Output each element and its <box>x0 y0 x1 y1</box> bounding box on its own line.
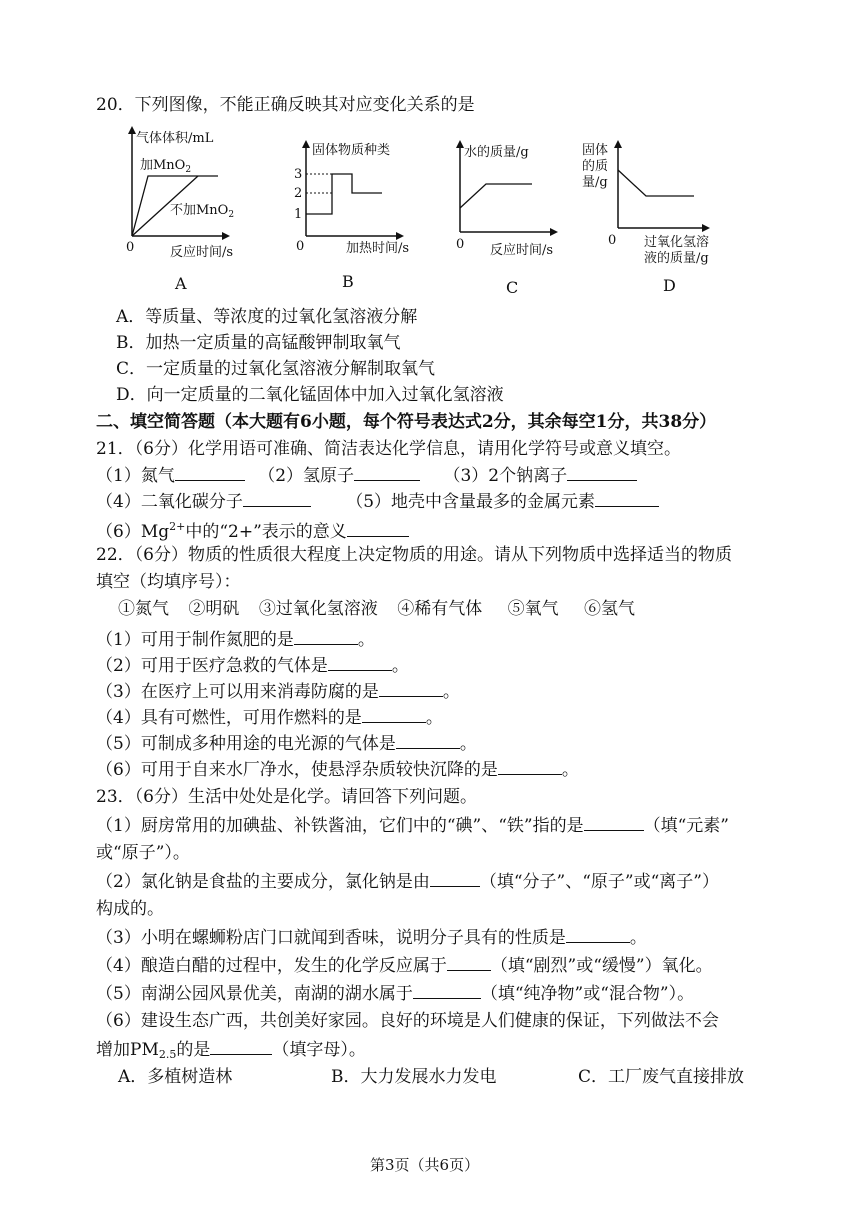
q23-blank-4[interactable] <box>447 954 491 971</box>
graph-a-letter: A <box>175 274 187 293</box>
q22-stem-2: 填空（均填序号）： <box>96 572 241 592</box>
graph-d-origin: 0 <box>608 233 617 248</box>
graph-d-ylabel-3: 量/g <box>582 175 608 190</box>
graph-a <box>118 126 238 270</box>
graph-a-xlabel: 反应时间/s <box>170 245 234 260</box>
q22-blank-3[interactable] <box>379 680 443 697</box>
svg-text:不加MnO2 <box>170 202 234 220</box>
q23-blank-1[interactable] <box>584 814 644 831</box>
graph-b-tick-1: 1 <box>294 207 303 222</box>
q21-blank1[interactable] <box>175 464 245 481</box>
q21-row3 <box>96 516 409 543</box>
q20-stem: 20．下列图像，不能正确反映其对应变化关系的是 <box>96 95 475 115</box>
q23-option-a: A．多植树造林 <box>118 1067 233 1087</box>
q22-choice-1: ①氮气 <box>118 599 169 619</box>
q22-choice-5: ⑤氧气 <box>507 599 559 619</box>
q22-choice-4: ④稀有气体 <box>397 599 483 619</box>
q23-item-1: （1）厨房常用的加碘盐、补铁酱油，它们中的“碘”、“铁”指的是 （填“元素” <box>96 816 729 836</box>
q22-blank-6[interactable] <box>498 758 562 775</box>
graph-b-letter: B <box>342 272 354 291</box>
q21-row1 <box>96 464 637 487</box>
q23-blank-6[interactable] <box>210 1038 272 1055</box>
q22-choices <box>118 598 635 620</box>
graph-d-ylabel-2: 的质 <box>582 159 609 174</box>
graph-b-tick-2: 2 <box>294 186 303 201</box>
q23-item-6: （6）建设生态广西，共创美好家园。良好的环境是人们健康的保证，下列做法不会 <box>96 1011 719 1031</box>
q22-blank-2[interactable] <box>328 654 392 671</box>
q23-option-c: C．工厂废气直接排放 <box>578 1067 745 1087</box>
q21-row2 <box>96 490 659 513</box>
q21-blank3[interactable] <box>567 464 637 481</box>
q21-item5: （5）地壳中含量最多的金属元素 <box>346 492 596 512</box>
q21-stem: 21．（6分）化学用语可准确、简洁表达化学信息，请用化学符号或意义填空。 <box>96 439 681 459</box>
q22-stem-1: 22．（6分）物质的性质很大程度上决定物质的用途。请从下列物质中选择适当的物质 <box>96 545 732 565</box>
q23-blank-3[interactable] <box>566 926 630 943</box>
graph-c-letter: C <box>506 278 519 297</box>
q22-item-6: （6）可用于自来水厂净水，使悬浮杂质较快沉降的是 。 <box>96 760 579 780</box>
q20-option-a: A．等质量、等浓度的过氧化氢溶液分解 <box>116 307 418 327</box>
q23-item-2: （2）氯化钠是食盐的主要成分，氯化钠是由 （填“分子”、“原子”或“离子”） <box>96 872 719 892</box>
q21-item6: （6）Mg <box>96 522 170 542</box>
pm-subscript: 2.5 <box>158 1048 177 1061</box>
graph-a-line1-sub: 2 <box>185 165 192 175</box>
graph-a-line2-sub: 2 <box>228 210 235 220</box>
graph-b <box>282 140 422 264</box>
graph-c-xlabel: 反应时间/s <box>490 243 554 258</box>
q23-item-5: （5）南湖公园风景优美，南湖的湖水属于 （填“纯净物”或“混合物”）。 <box>96 984 695 1004</box>
q22-blank-5[interactable] <box>396 732 460 749</box>
q23-stem: 23．（6分）生活中处处是化学。请回答下列问题。 <box>96 787 477 807</box>
q23-item-6-cont: 增加$PM_{2.5}$的是 （填字母）。 <box>96 1040 366 1061</box>
q20-option-c: C．一定质量的过氧化氢溶液分解制取氧气 <box>116 359 436 379</box>
q22-blank-4[interactable] <box>362 706 426 723</box>
q23-option-b: B．大力发展水力发电 <box>331 1067 497 1087</box>
q22-item-2: （2）可用于医疗急救的气体是 。 <box>96 656 409 676</box>
graph-c <box>450 140 570 264</box>
graph-b-ylabel: 固体物质种类 <box>312 143 391 158</box>
graph-d-xlabel-2: 液的质量/g <box>644 251 709 266</box>
q21-item6-text: 中的“2+”表示的意义 <box>185 522 347 542</box>
q22-choice-6: ⑥氢气 <box>584 599 636 619</box>
graph-a-line1-label: 加MnO <box>140 158 186 173</box>
q21-blank2[interactable] <box>354 464 420 481</box>
graph-b-origin: 0 <box>296 239 305 254</box>
q21-blank5[interactable] <box>595 490 659 507</box>
graph-c-origin: 0 <box>456 237 465 252</box>
q22-item-5: （5）可制成多种用途的电光源的气体是 。 <box>96 734 477 754</box>
graph-a-origin: 0 <box>126 240 135 255</box>
q23-item-2-cont: 构成的。 <box>96 899 164 919</box>
graph-d-xlabel-1: 过氧化氢溶 <box>644 235 710 250</box>
q22-choice-2: ②明矾 <box>188 599 240 619</box>
q21-blank6[interactable] <box>347 520 409 537</box>
q23-blank-2[interactable] <box>430 870 480 887</box>
q22-item-1: （1）可用于制作氮肥的是 。 <box>96 630 375 650</box>
q23-item-4: （4）酿造白醋的过程中，发生的化学反应属于 （填“剧烈”或“缓慢”）氧化。 <box>96 956 713 976</box>
q22-blank-1[interactable] <box>294 628 358 645</box>
q23-item-1-cont: 或“原子”）。 <box>96 843 190 863</box>
q21-item1: （1）氮气 <box>96 466 175 486</box>
q21-blank4[interactable] <box>243 490 311 507</box>
graph-d-ylabel-1: 固体 <box>582 143 609 158</box>
q23-item-3: （3）小明在螺蛳粉店门口就闻到香味，说明分子具有的性质是 。 <box>96 928 647 948</box>
q20-option-b: B．加热一定质量的高锰酸钾制取氧气 <box>116 333 401 353</box>
page-footer: 第3页（共6页） <box>370 1156 480 1174</box>
graph-b-xlabel: 加热时间/s <box>346 241 410 256</box>
q20-option-d: D．向一定质量的二氧化锰固体中加入过氧化氢溶液 <box>116 385 504 405</box>
graph-b-tick-3: 3 <box>294 167 303 182</box>
q21-mg-charge: 2+ <box>169 520 186 533</box>
q21-item2: （2）氢原子 <box>258 466 355 486</box>
q22-choice-3: ③过氧化氢溶液 <box>258 599 378 619</box>
q21-item3: （3）2个钠离子 <box>443 466 568 486</box>
graph-d-letter: D <box>663 276 676 295</box>
graph-c-ylabel: 水的质量/g <box>464 145 529 160</box>
q22-item-4: （4）具有可燃性，可用作燃料的是 。 <box>96 708 443 728</box>
q23-blank-5[interactable] <box>413 982 481 999</box>
svg-text:加MnO2 <box>140 157 191 175</box>
q21-item4: （4）二氧化碳分子 <box>96 492 243 512</box>
q22-item-3: （3）在医疗上可以用来消毒防腐的是 。 <box>96 682 460 702</box>
graph-a-ylabel: 气体体积/mL <box>136 131 214 146</box>
graph-d <box>578 140 718 274</box>
graph-a-line2-label: 不加MnO <box>170 203 229 218</box>
section2-heading: 二、填空简答题（本大题有6小题，每个符号表达式2分，其余每空1分，共38分） <box>96 412 717 432</box>
